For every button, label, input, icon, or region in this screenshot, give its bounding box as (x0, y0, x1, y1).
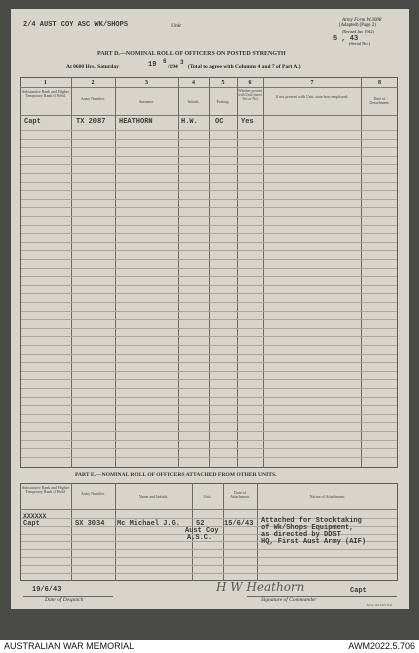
ruled-line (21, 207, 397, 208)
ruled-line (21, 139, 397, 140)
part-d-year-digit: 3 (180, 59, 184, 66)
e-row-rank: Capt (23, 520, 40, 528)
e-header-name: Name and Initials. (138, 494, 169, 499)
e-row-nature-4: HQ, First Aust Army (AIF) (261, 538, 367, 546)
unit-value: 2/4 AUST COY ASC WK/SHOPS (23, 21, 129, 29)
col-divider (71, 77, 72, 468)
ruled-line (21, 216, 397, 217)
form-revised: (Revised Jan. 1942) (342, 29, 374, 34)
part-e-header-divider (20, 509, 398, 510)
ruled-line (21, 182, 397, 183)
e-header-army-number: Army Number. (80, 491, 106, 496)
col-header-detachment: Date of Detachment. (369, 96, 390, 106)
caption-left: AUSTRALIAN WAR MEMORIAL (4, 641, 135, 651)
ruled-line (21, 422, 397, 423)
despatch-label: Date of Despatch (45, 597, 84, 603)
col-divider (115, 483, 116, 581)
ruled-line (21, 557, 397, 558)
ruled-line (21, 233, 397, 234)
row-surname: HEATHORN (119, 118, 153, 126)
ruled-line (21, 268, 397, 269)
ruled-line (21, 173, 397, 174)
col-header-surname: Surname. (138, 99, 155, 104)
ruled-line (21, 242, 397, 243)
col-number: 6 (248, 80, 252, 86)
ruled-line (21, 164, 397, 165)
ruled-line (21, 379, 397, 380)
ruled-line (21, 405, 397, 406)
ruled-line (21, 371, 397, 372)
printer-note: M.W. 294 2m/S 6/42 (367, 603, 393, 607)
col-divider (115, 77, 116, 468)
col-divider (263, 77, 264, 468)
ruled-line (21, 573, 397, 574)
col-header-posting: Posting. (216, 99, 230, 104)
part-d-month: 6 (163, 58, 167, 65)
ruled-line (21, 276, 397, 277)
signature-rank: Capt (350, 587, 367, 595)
e-row-name: Mc Michael J.G. (117, 520, 181, 528)
col-number: 7 (310, 80, 314, 86)
part-d-day: 19 (148, 61, 157, 69)
col-number: 2 (91, 80, 95, 86)
ruled-line (21, 319, 397, 320)
ruled-line (21, 302, 397, 303)
ruled-line (21, 293, 397, 294)
col-header-rank: Substantive Rank and Higher Temporary Rank if Held. (22, 89, 69, 99)
ruled-line (21, 457, 397, 458)
col-divider (209, 77, 210, 468)
e-row-date: 15/6/43 (224, 520, 254, 528)
ruled-line (21, 285, 397, 286)
e-row-army-number: SX 3034 (75, 520, 105, 528)
ruled-line (21, 190, 397, 191)
e-row-unit-1: 52 (196, 520, 205, 528)
ruled-line (21, 156, 397, 157)
col-divider (361, 77, 362, 468)
e-header-unit: Unit. (203, 494, 212, 499)
part-d-year-prefix: /194 (168, 64, 178, 70)
e-header-rank: Substantive Rank and Higher Temporary Rank if Held. (22, 485, 69, 495)
despatch-date: 19/6/43 (32, 586, 62, 594)
ruled-line (21, 311, 397, 312)
signature-label: Signature of Commander (261, 597, 317, 603)
ruled-line (21, 440, 397, 441)
part-d-note: (Total to agree with Columns 4 and 7 of Part A.) (188, 64, 301, 70)
col-number: 8 (378, 80, 381, 86)
serial-label: (Serial No.) (349, 41, 371, 46)
col-header-present: Whether present with Unit (insert Yes or No) (238, 89, 262, 101)
col-number: 4 (192, 80, 195, 86)
col-divider (223, 483, 224, 581)
col-number: 5 (221, 80, 225, 86)
col-header-how-employed: If not present with Unit, state how employed. (275, 94, 349, 99)
form-adapted: (Adapted) (Page 2) (339, 23, 376, 28)
part-e-title: PART E.—NOMINAL ROLL OF OFFICERS ATTACHED FROM OTHER UNITS. (75, 472, 277, 478)
ruled-line (21, 549, 397, 550)
army-form-page (11, 9, 409, 609)
ruled-line (21, 345, 397, 346)
col-divider (178, 77, 179, 468)
e-row-unit-3: A.S.C. (187, 534, 213, 542)
col-divider (71, 483, 72, 581)
col-header-army-number: Army Number. (80, 96, 106, 101)
col-number: 3 (145, 80, 148, 86)
col-header-initials: Initials. (187, 99, 200, 104)
ruled-line (21, 250, 397, 251)
e-header-nature: Nature of Attachment. (309, 494, 346, 499)
row-present: Yes (241, 118, 254, 126)
e-row-nature-2: of Wk/Shops Equipment, (261, 524, 354, 532)
ruled-line (21, 414, 397, 415)
ruled-line (21, 362, 397, 363)
ruled-line (21, 130, 397, 131)
caption-right: AWM2022.5.706 (348, 641, 415, 651)
ruled-line (21, 328, 397, 329)
row-posting: OC (215, 118, 224, 126)
col-divider (257, 483, 258, 581)
ruled-line (21, 336, 397, 337)
e-row-struck-rank: XXXXXX (23, 513, 47, 520)
ruled-line (21, 397, 397, 398)
col-number: 1 (44, 80, 47, 86)
ruled-line (21, 199, 397, 200)
ruled-line (21, 225, 397, 226)
col-divider (237, 77, 238, 468)
serial-value: 5 , 43 (333, 35, 359, 43)
ruled-line (21, 388, 397, 389)
row-initials: H.W. (181, 118, 198, 126)
row-army-number: TX 2087 (76, 118, 106, 126)
e-header-date: Date of Attachment. (230, 490, 250, 500)
e-row-unit-2: Aust Coy (185, 527, 219, 535)
part-d-title: PART D.—NOMINAL ROLL OF OFFICERS ON POSTED STRENGTH (97, 51, 286, 57)
ruled-line (21, 259, 397, 260)
form-name: Army Form W.3008 (342, 18, 382, 23)
part-d-time-prefix: At 0600 Hrs. Saturday (66, 64, 119, 70)
unit-label: Unit (171, 23, 181, 29)
ruled-line (21, 565, 397, 566)
e-row-nature-3: as directed by DDST (261, 531, 341, 539)
ruled-line (21, 147, 397, 148)
ruled-line (21, 448, 397, 449)
commander-signature: H W Heathorn (216, 580, 305, 594)
ruled-line (21, 431, 397, 432)
ruled-line (21, 354, 397, 355)
e-row-nature-1: Attached for Stocktaking (261, 517, 362, 525)
row-rank: Capt (24, 118, 41, 126)
